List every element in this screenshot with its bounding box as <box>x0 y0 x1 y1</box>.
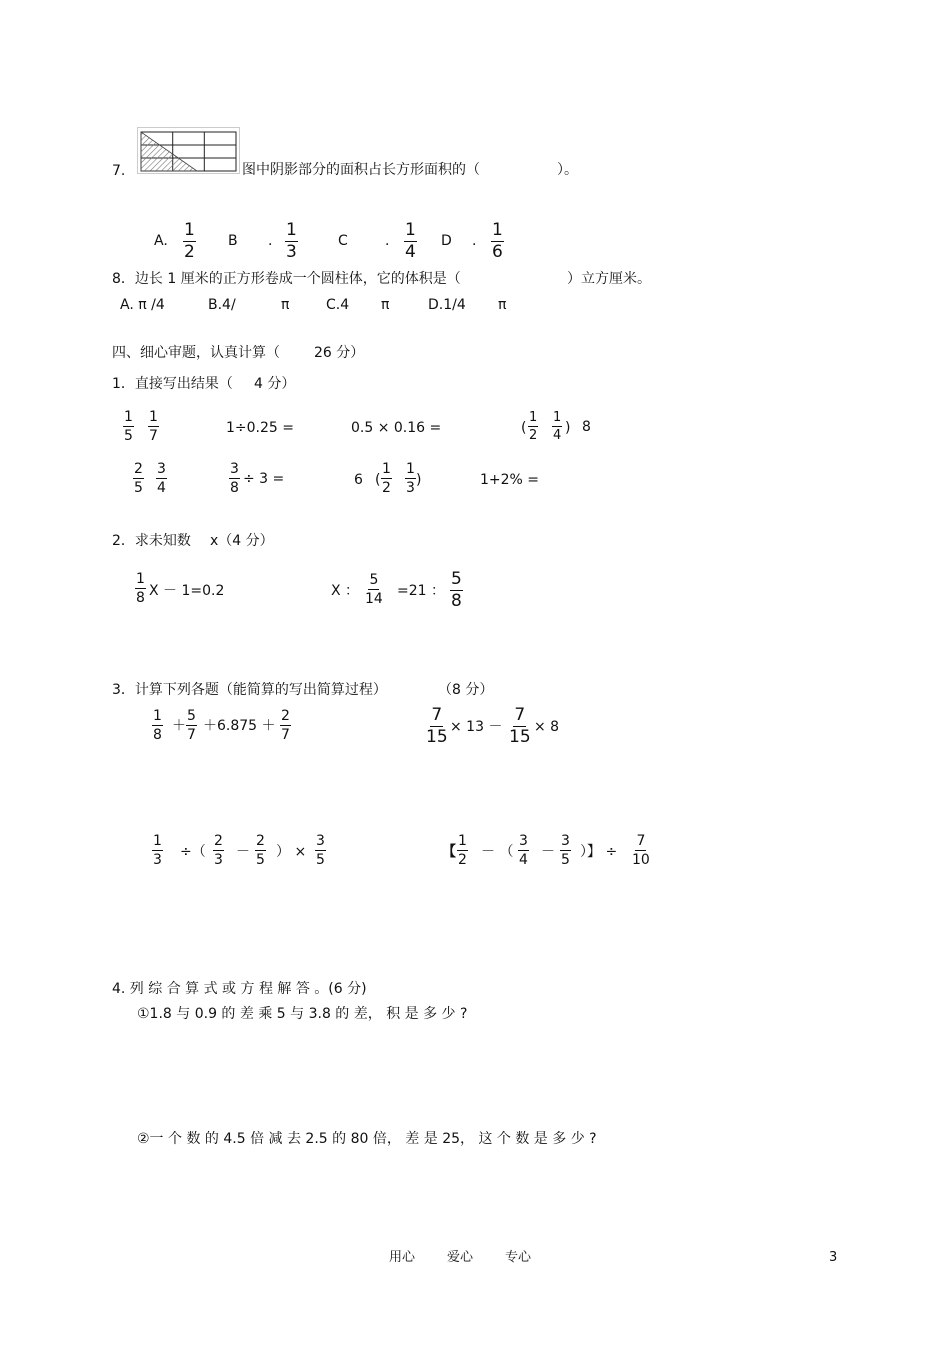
q7-option-a-label: A. <box>154 233 168 249</box>
s1-e7-frac2: $\frac{1}{3}$ <box>406 461 415 496</box>
s2-eq2-frac2: $\frac{5}{8}$ <box>451 569 462 611</box>
s1-e7-close: ) <box>416 472 422 488</box>
s1-e4-open: ( <box>521 420 527 436</box>
s1-e8: 1+2% = <box>480 472 540 488</box>
s1-e7-open: ( <box>375 472 381 488</box>
q7-option-d-fraction: $\frac{1}{6}$ <box>492 220 503 262</box>
s1-e5-frac2: $\frac{3}{4}$ <box>157 461 166 496</box>
q7-option-d-label: D <box>441 233 452 249</box>
s3-title: 3．计算下列各题（能简算的写出简算过程） <box>112 682 387 698</box>
s1-e4-frac1: $\frac{1}{2}$ <box>529 410 538 443</box>
q7-text: 图中阴影部分的面积占长方形面积的（ <box>242 162 480 178</box>
s3-p4-frac1: $\frac{1}{2}$ <box>458 833 467 868</box>
s3-p1-mid: ＋6.875 ＋ <box>203 718 276 734</box>
q8-option-a: A. π /4 <box>120 297 165 313</box>
s1-e1-frac1: $\frac{1}{5}$ <box>124 409 133 444</box>
q8-option-d-pi: π <box>498 297 507 313</box>
s1-e7-frac1: $\frac{1}{2}$ <box>382 461 391 496</box>
s3-p4-frac3: $\frac{3}{5}$ <box>561 833 570 868</box>
s2-title: 2．求未知数 <box>112 533 191 549</box>
s1-e6-tail: ÷ 3 = <box>243 471 285 487</box>
s3-p4-minus: － <box>541 844 555 860</box>
q7-option-b-dot: . <box>268 233 273 249</box>
s3-p3-op: ÷（ <box>180 844 206 860</box>
q8-option-b-pi: π <box>281 297 290 313</box>
q7-option-b-label: B <box>228 233 238 249</box>
s1-e3: 0.5 × 0.16 = <box>351 420 442 436</box>
s3-p3-frac3: $\frac{2}{5}$ <box>256 833 265 868</box>
s3-p1-frac3: $\frac{2}{7}$ <box>281 708 290 743</box>
q7-number: 7. <box>112 163 126 179</box>
s3-p1-op1: ＋ <box>172 718 186 734</box>
s3-p2-mid: × 13 － <box>450 719 503 735</box>
s2-eq2-frac: $\frac{5}{14}$ <box>365 572 383 607</box>
s1-e5-frac1: $\frac{2}{5}$ <box>134 461 143 496</box>
s1-title: 1．直接写出结果（ <box>112 376 233 392</box>
s3-p3-frac2: $\frac{2}{3}$ <box>214 833 223 868</box>
s3-p4-frac2: $\frac{3}{4}$ <box>519 833 528 868</box>
q7-close: ）。 <box>557 162 578 178</box>
q7-option-c-dot: . <box>385 233 390 249</box>
s3-p4-open: 【 <box>442 844 456 860</box>
q7-option-c-label: C <box>338 233 348 249</box>
s1-e4-close: ) <box>565 420 571 436</box>
q8-option-d: D.1/4 <box>428 297 466 313</box>
s1-e4-tail: 8 <box>582 419 591 435</box>
s2-eq2-head: X ： <box>331 583 360 599</box>
footer-word-2: 爱心 <box>447 1250 474 1265</box>
s1-e1-frac2: $\frac{1}{7}$ <box>149 409 158 444</box>
s4-question-2: ②一 个 数 的 4.5 倍 减 去 2.5 的 80 倍， 差 是 25， 这 个 数 是 多 少 ? <box>137 1131 597 1147</box>
s3-p1-frac2: $\frac{5}{7}$ <box>187 708 196 743</box>
q8-option-b: B.4/ <box>208 297 236 313</box>
s3-p4-frac4: $\frac{7}{10}$ <box>632 833 650 868</box>
s1-e6-frac: $\frac{3}{8}$ <box>230 461 239 496</box>
footer-word-1: 用心 <box>389 1250 416 1265</box>
section4-title: 四、细心审题，认真计算（ <box>112 345 280 361</box>
q8-close: ）立方厘米。 <box>567 271 651 287</box>
page-number: 3 <box>829 1250 838 1265</box>
section4-score: 26 分） <box>314 345 365 361</box>
s3-score: （8 分） <box>438 682 494 698</box>
s2-eq2-mid: =21 ： <box>397 583 445 599</box>
s2-eq1-frac: $\frac{1}{8}$ <box>136 571 145 606</box>
s4-question-1: ①1.8 与 0.9 的 差 乘 5 与 3.8 的 差， 积 是 多 少 ? <box>137 1006 468 1022</box>
s3-p4-close: ）】 ÷ <box>580 844 618 860</box>
q7-option-a-fraction: $\frac{1}{2}$ <box>184 220 195 262</box>
s3-p3-close: ） × <box>276 844 307 860</box>
q7-option-d-dot: . <box>472 233 477 249</box>
s3-p3-frac4: $\frac{3}{5}$ <box>316 833 325 868</box>
s1-e4-frac2: $\frac{1}{4}$ <box>553 410 562 443</box>
s4-title: 4. 列 综 合 算 式 或 方 程 解 答 。(6 分) <box>112 981 367 997</box>
s3-p3-minus: － <box>236 844 250 860</box>
s3-p4-mid: － （ <box>481 844 514 860</box>
s3-p1-frac1: $\frac{1}{8}$ <box>153 708 162 743</box>
s2-eq1-tail: X － 1=0.2 <box>149 583 225 599</box>
q8-text: 8．边长 1 厘米的正方形卷成一个圆柱体，它的体积是（ <box>112 271 461 287</box>
s3-p2-frac1: $\frac{7}{15}$ <box>426 705 448 747</box>
s1-score: 4 分） <box>254 376 296 392</box>
s3-p2-frac2: $\frac{7}{15}$ <box>509 705 531 747</box>
q8-option-c: C.4 <box>326 297 350 313</box>
s1-e2: 1÷0.25 = <box>226 420 294 436</box>
s3-p2-tail: × 8 <box>534 719 560 735</box>
shaded-rectangle-figure <box>137 127 240 174</box>
footer-word-3: 专心 <box>505 1250 532 1265</box>
q8-option-c-pi: π <box>381 297 390 313</box>
s1-e7-head: 6 <box>354 472 363 488</box>
q7-option-b-fraction: $\frac{1}{3}$ <box>286 220 297 262</box>
q7-option-c-fraction: $\frac{1}{4}$ <box>405 220 416 262</box>
s3-p3-frac1: $\frac{1}{3}$ <box>153 833 162 868</box>
s2-var: x（4 分） <box>210 533 274 549</box>
